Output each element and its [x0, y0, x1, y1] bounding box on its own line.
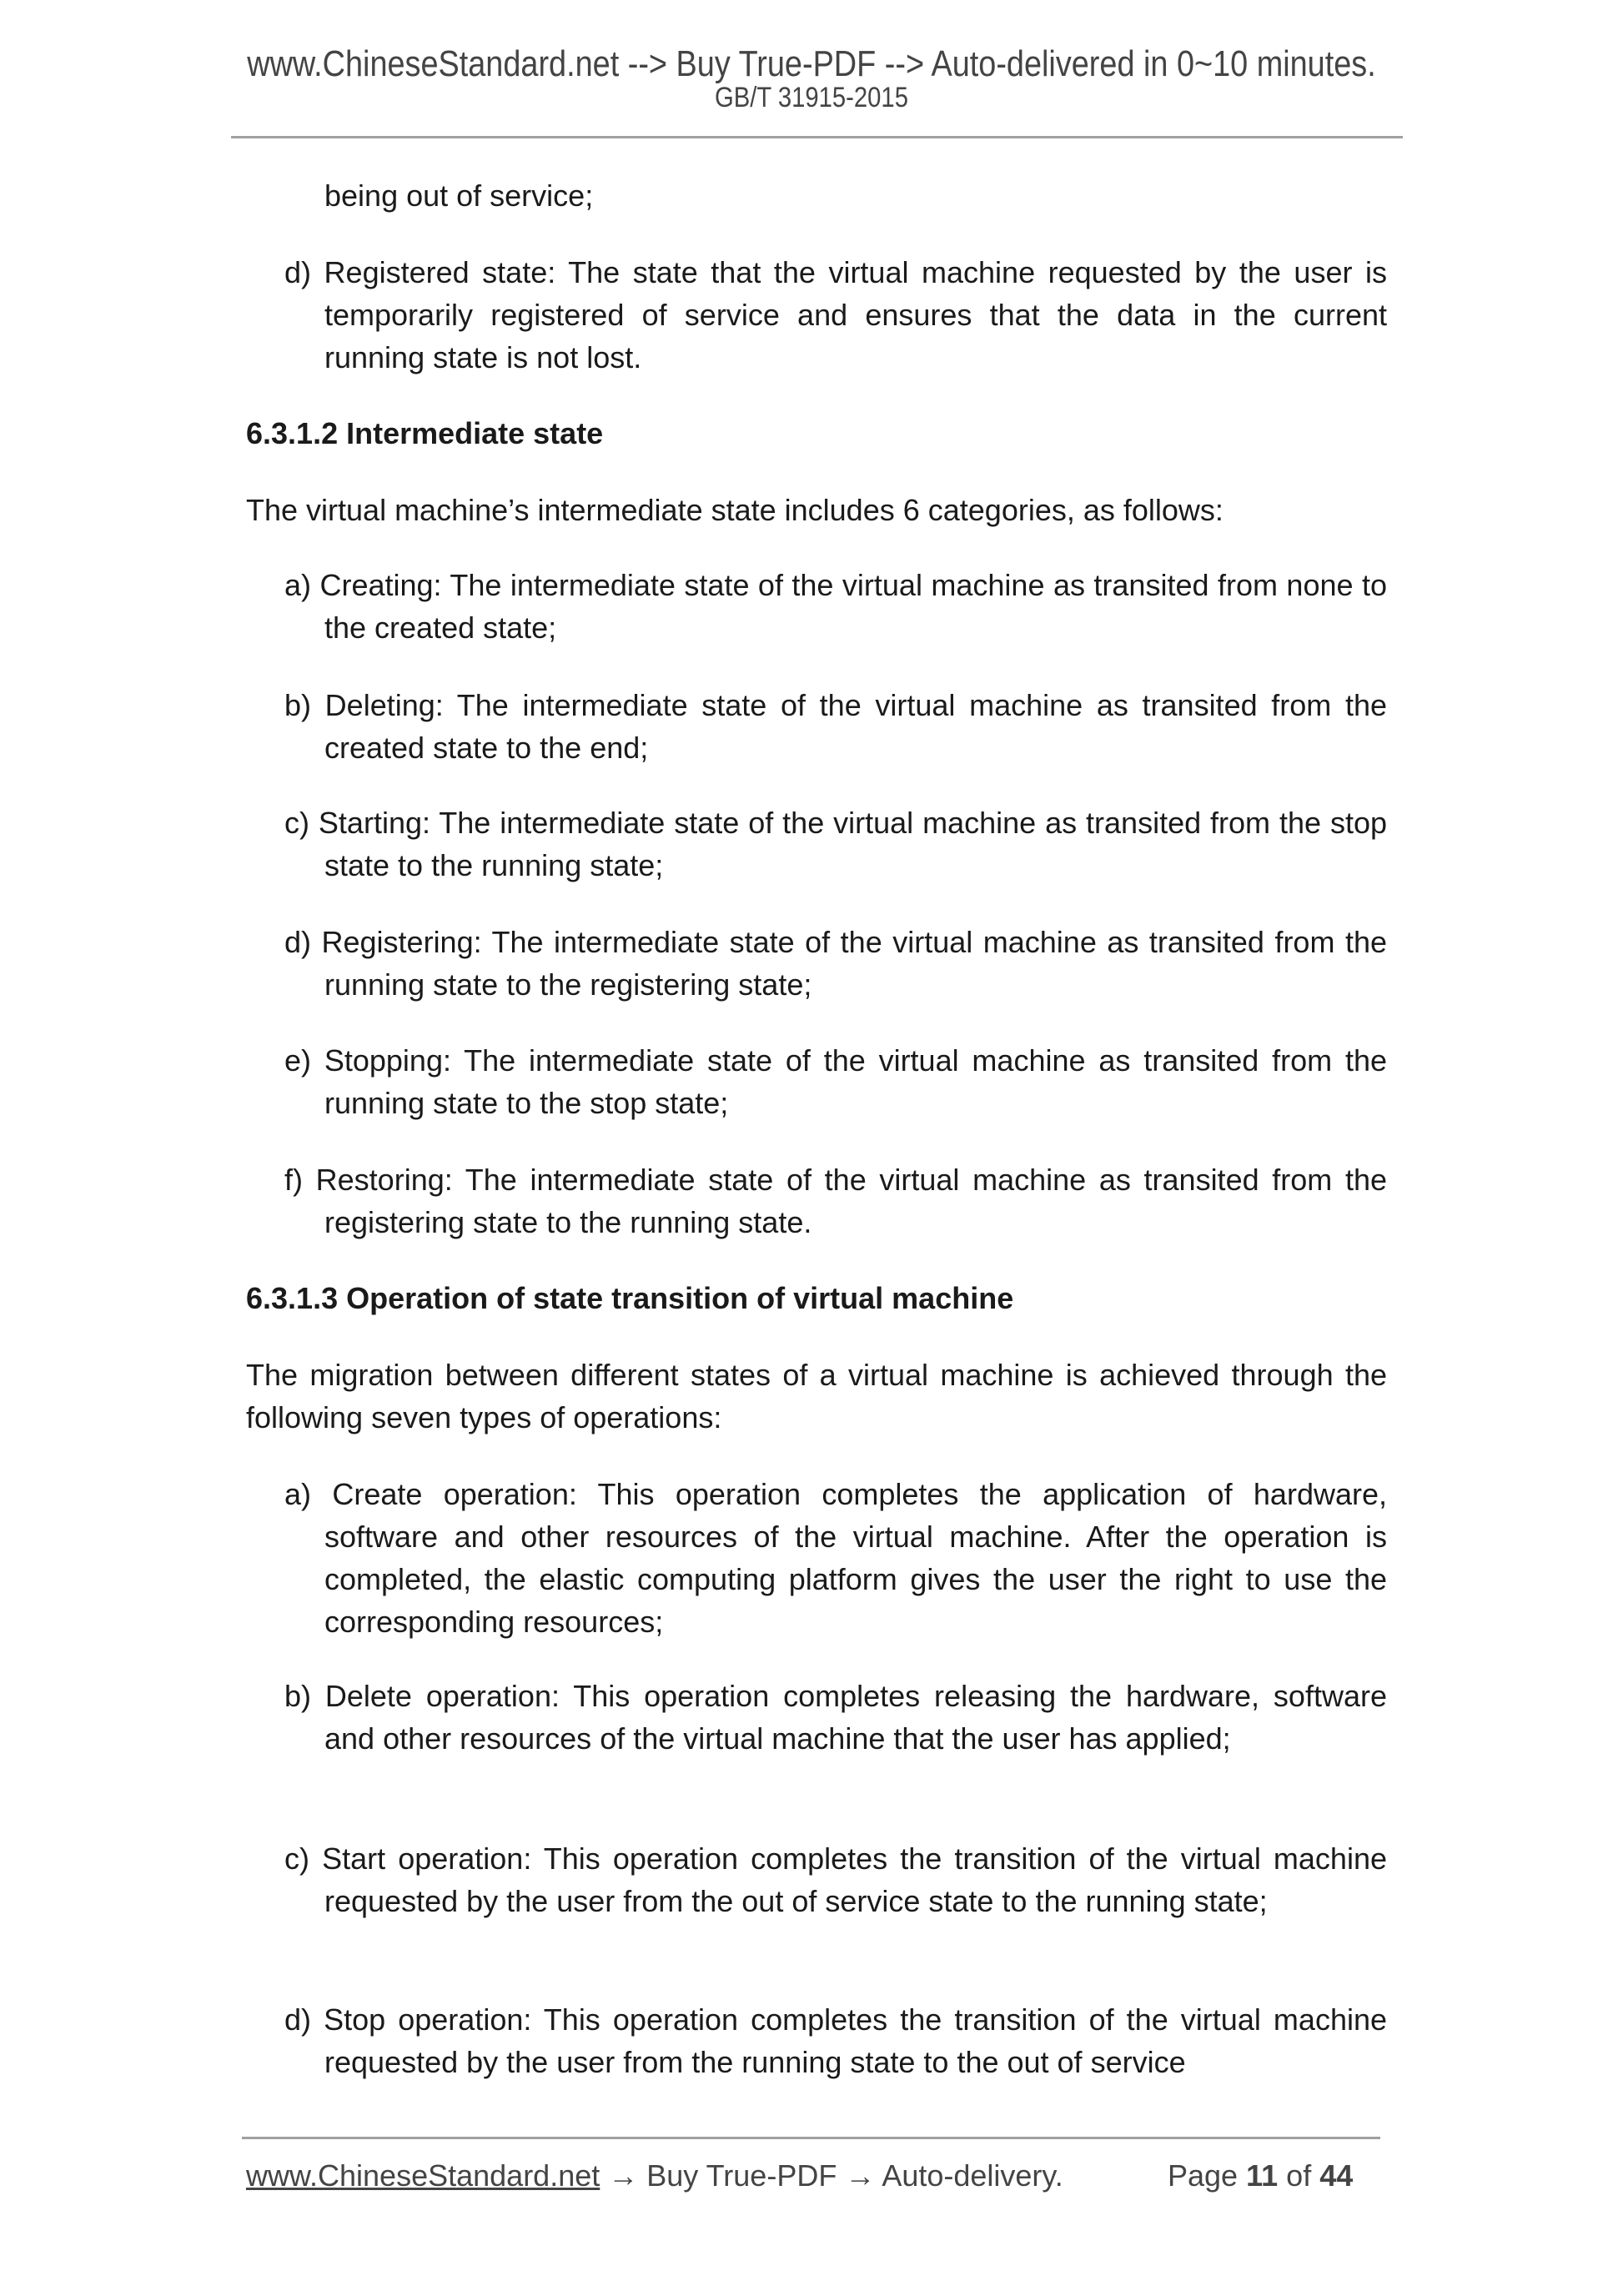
list-item: d) Registering: The intermediate state of the virtual machine as transited from the running state to the registering state; [284, 925, 1387, 1002]
list-item: a) Creating: The intermediate state of the virtual machine as transited from none to the created state; [284, 568, 1387, 645]
section-heading: 6.3.1.2 Intermediate state [246, 416, 604, 450]
list-item: d) Stop operation: This operation completes the transition of the virtual machine requested by the user from the running state to the out of service [284, 2002, 1387, 2079]
list-item: b) Deleting: The intermediate state of the virtual machine as transited from the created state to the end; [284, 688, 1387, 765]
list-item: a) Create operation: This operation completes the application of hardware, software and other resources of the virtual machine. After the operation is completed, the elastic computing platform gives the user the right to use the corresponding resources; [284, 1477, 1387, 1639]
footer-left [246, 2158, 1063, 2193]
list-item: d) Registered state: The state that the virtual machine requested by the user is temporarily registered of service and ensures that the data in the current running state is not lost. [284, 255, 1387, 374]
header-divider [231, 136, 1403, 138]
footer-divider [242, 2137, 1380, 2139]
paragraph: The virtual machine’s intermediate state includes 6 categories, as follows: [246, 493, 1224, 527]
page-total: 44 [1319, 2158, 1354, 2193]
standard-number: GB/T 31915-2015 [715, 82, 908, 113]
header-banner: www.ChineseStandard.net --> Buy True-PDF --> Auto-delivered in 0~10 minutes. [247, 43, 1376, 84]
list-item: f) Restoring: The intermediate state of the virtual machine as transited from the registering state to the running state. [284, 1163, 1387, 1239]
list-item: e) Stopping: The intermediate state of the virtual machine as transited from the running state to the stop state; [284, 1043, 1387, 1120]
list-item: c) Starting: The intermediate state of the virtual machine as transited from the stop state to the running state; [284, 806, 1387, 882]
page-label: Page [1168, 2158, 1239, 2193]
page-number: 11 [1246, 2158, 1279, 2193]
section-heading: 6.3.1.3 Operation of state transition of virtual machine [246, 1281, 1014, 1315]
continuation-text: being out of service; [324, 178, 594, 213]
list-item: b) Delete operation: This operation completes releasing the hardware, software and other resources of the virtual machine that the user has applied; [284, 1679, 1387, 1756]
footer-text: → Buy True-PDF → Auto-delivery. [600, 2158, 1063, 2193]
page-indicator [1168, 2158, 1353, 2193]
of-label: of [1286, 2158, 1312, 2193]
footer-link[interactable]: www.ChineseStandard.net [246, 2158, 600, 2193]
list-item: c) Start operation: This operation completes the transition of the virtual machine requested by the user from the out of service state to the running state; [284, 1841, 1387, 1918]
paragraph: The migration between different states of a virtual machine is achieved through the following seven types of operations: [246, 1358, 1387, 1434]
